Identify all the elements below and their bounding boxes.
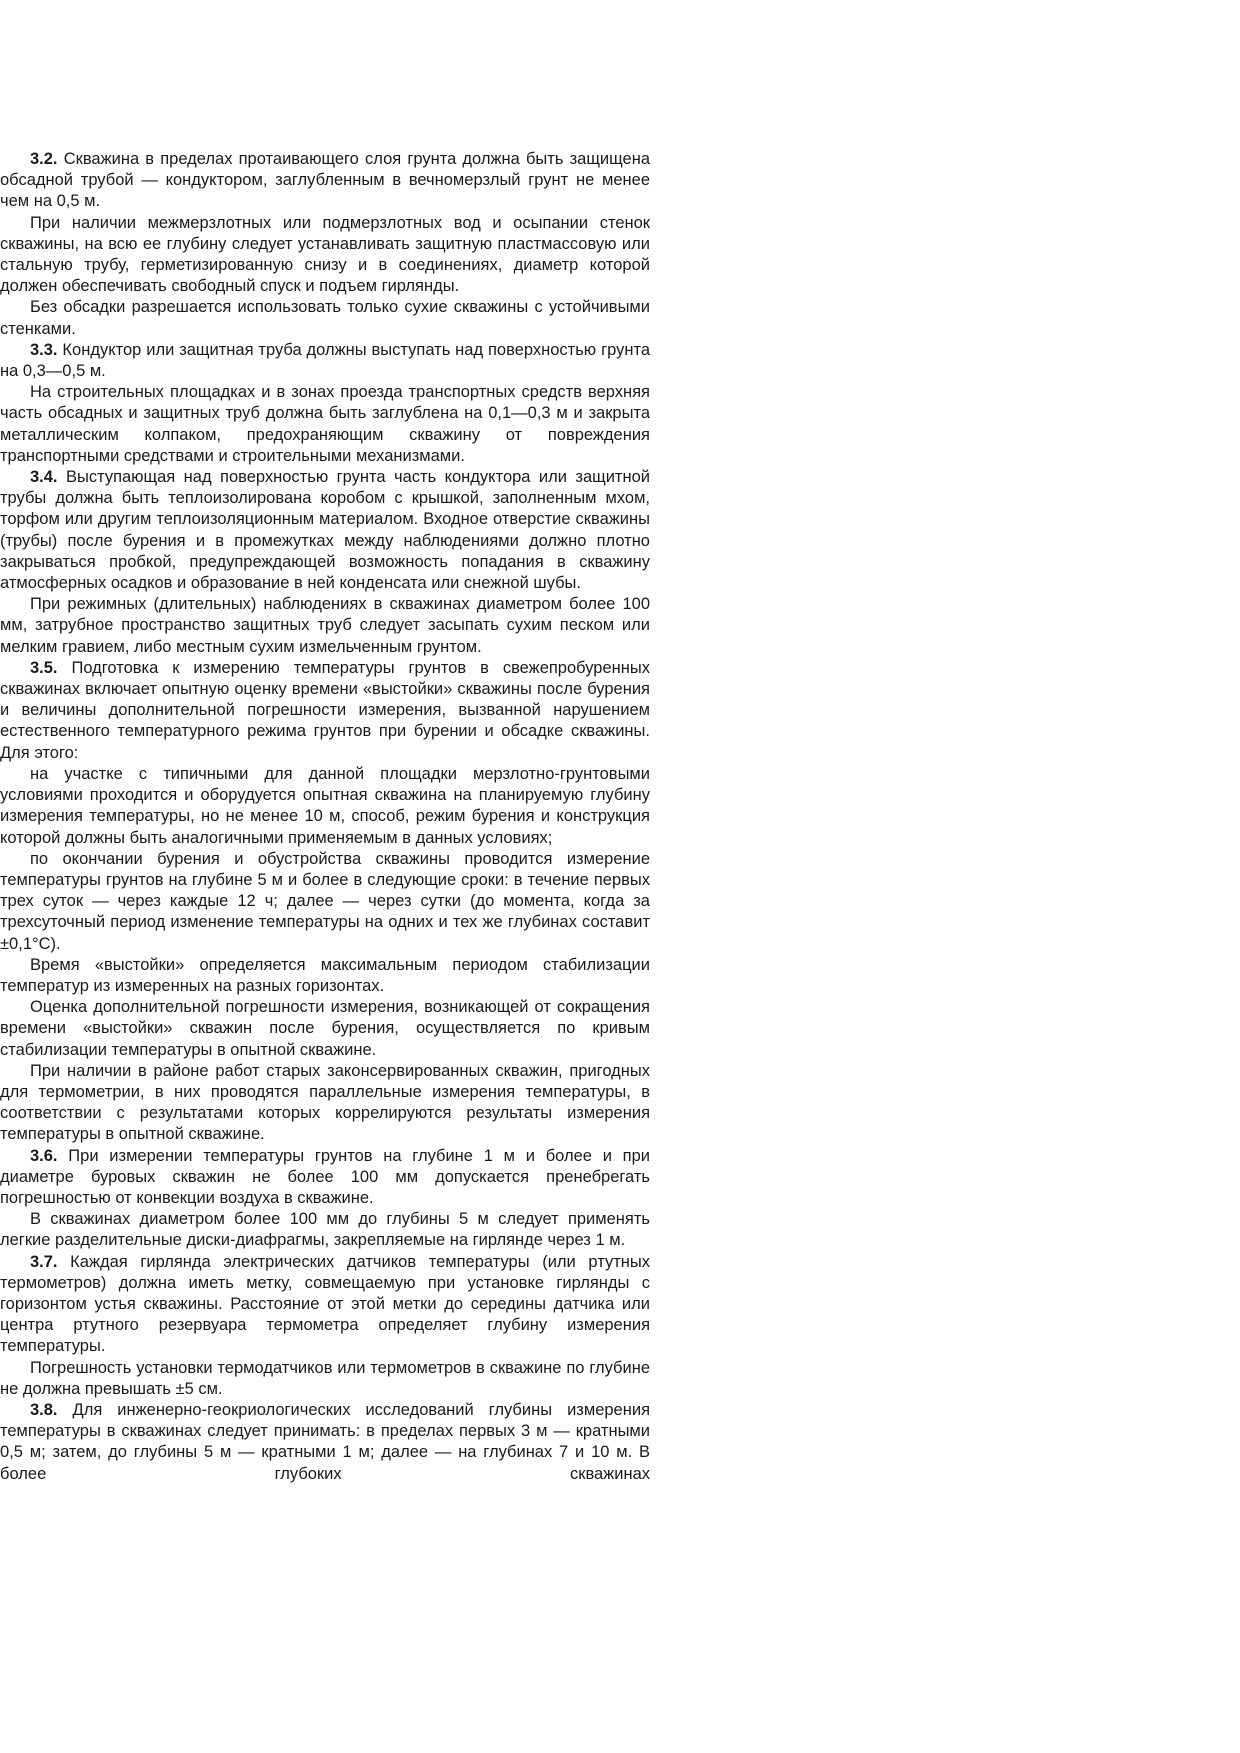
paragraph-text: Оценка дополнительной погрешности измерения, возникающей от сокращения времени «выстойки» скважин после бурения, осуществляется по кривым стабилизации температуры в опытной скважине.: [0, 998, 650, 1059]
paragraph: [0, 382, 650, 467]
paragraph-text: Кондуктор или защитная труба должны выступать над поверхностью грунта на 0,3—0,5 м.: [0, 340, 650, 381]
document-page: [0, 149, 650, 1485]
paragraph-text: Для инженерно-геокриологических исследований глубины измерения температуры в скважинах следует принимать: в пределах первых 3 м — кратными 0,5 м; затем, до глубины 5 м — кратными 1 м; далее — на глубинах 7 и 10 м. В более глубоких скважинах: [0, 1400, 650, 1483]
paragraph: [0, 1209, 650, 1251]
paragraph: [0, 213, 650, 298]
section-number: 3.4.: [30, 468, 58, 487]
section-number: 3.5.: [30, 658, 58, 677]
section-number: 3.6.: [30, 1146, 58, 1165]
paragraph-3-3: [0, 340, 650, 382]
section-number: 3.7.: [30, 1252, 58, 1271]
paragraph-text: на участке с типичными для данной площадки мерзлотно-грунтовыми условиями проходится и оборудуется опытная скважина на планируемую глубину измерения температуры, но не менее 10 м, способ, режим бурения и конструкция которой должны быть аналогичными применяемым в данных условиях;: [0, 764, 650, 847]
paragraph-text: Погрешность установки термодатчиков или термометров в скважине по глубине не должна превышать ±5 см.: [0, 1358, 650, 1398]
paragraph-3-2: [0, 149, 650, 213]
paragraph: [0, 1061, 650, 1146]
paragraph: [0, 997, 650, 1061]
paragraph: [0, 849, 650, 955]
paragraph-text: На строительных площадках и в зонах проезда транспортных средств верхняя часть обсадных и защитных труб должна быть заглублена на 0,1—0,3 м и закрыта металлическим колпаком, предохраняющим скважину от повреждения транспортными средствами и строительными механизмами.: [0, 383, 650, 465]
paragraph-3-7: [0, 1252, 650, 1358]
paragraph-3-4: [0, 467, 650, 594]
paragraph-text: В скважинах диаметром более 100 мм до глубины 5 м следует применять легкие разделительные диски-диафрагмы, закрепляемые на гирлянде через 1 м.: [0, 1210, 650, 1250]
paragraph-3-6: [0, 1146, 650, 1210]
paragraph-3-5: [0, 658, 650, 764]
paragraph-text: При измерении температуры грунтов на глубине 1 м и более и при диаметре буровых скважин не более 100 мм допускается пренебрегать погрешностью от конвекции воздуха в скважине.: [0, 1146, 650, 1207]
paragraph-text: Подготовка к измерению температуры грунтов в свежепробуренных скважинах включает опытную оценку времени «выстойки» скважины после бурения и величины дополнительной погрешности измерения, вызванной нарушением естественного температурного режима грунтов при бурении и обсадке скважины. Для этого:: [0, 658, 650, 762]
paragraph: [0, 1358, 650, 1400]
paragraph: [0, 955, 650, 997]
section-number: 3.3.: [30, 340, 58, 359]
paragraph: [0, 594, 650, 658]
paragraph: [0, 297, 650, 339]
paragraph-text: При наличии межмерзлотных или подмерзлотных вод и осыпании стенок скважины, на всю ее глубину следует устанавливать защитную пластмассовую или стальную трубу, герметизированную снизу и в соединениях, диаметр которой должен обеспечивать свободный спуск и подъем гирлянды.: [0, 213, 650, 296]
paragraph-3-8: [0, 1400, 650, 1485]
paragraph-text: Выступающая над поверхностью грунта часть кондуктора или защитной трубы должна быть теплоизолирована коробом с крышкой, заполненным мхом, торфом или другим теплоизоляционным материалом. Входное отверстие скважины (трубы) после бурения и в промежутках между наблюдениями должно плотно закрываться пробкой, предупреждающей возможность попадания в скважину атмосферных осадков и образование в ней конденсата или снежной шубы.: [0, 468, 650, 593]
section-number: 3.2.: [30, 150, 58, 168]
paragraph-text: При режимных (длительных) наблюдениях в скважинах диаметром более 100 мм, затрубное пространство защитных труб следует засыпать сухим песком или мелким гравием, либо местным сухим измельченным грунтом.: [0, 595, 650, 656]
paragraph-text: по окончании бурения и обустройства скважины проводится измерение температуры грунтов на глубине 5 м и более в следующие сроки: в течение первых трех суток — через каждые 12 ч; далее — через сутки (до момента, когда за трехсуточный период изменение температуры на одних и тех же глубинах составит ±0,1°С).: [0, 849, 650, 953]
paragraph-text: Время «выстойки» определяется максимальным периодом стабилизации температур из измеренных на разных горизонтах.: [0, 955, 650, 995]
section-number: 3.8.: [30, 1400, 58, 1419]
paragraph-text: Без обсадки разрешается использовать только сухие скважины с устойчивыми стенками.: [0, 298, 650, 338]
paragraph: [0, 764, 650, 849]
paragraph-text: При наличии в районе работ старых законсервированных скважин, пригодных для термометрии, в них проводятся параллельные измерения температуры, в соответствии с результатами которых коррелируются результаты измерения температуры в опытной скважине.: [0, 1061, 650, 1144]
paragraph-text: Скважина в пределах протаивающего слоя грунта должна быть защищена обсадной трубой — кондуктором, заглубленным в вечномерзлый грунт не менее чем на 0,5 м.: [0, 150, 650, 211]
paragraph-text: Каждая гирлянда электрических датчиков температуры (или ртутных термометров) должна иметь метку, совмещаемую при установке гирлянды с горизонтом устья скважины. Расстояние от этой метки до середины датчика или центра ртутного резервуара термометра определяет глубину измерения температуры.: [0, 1252, 650, 1356]
